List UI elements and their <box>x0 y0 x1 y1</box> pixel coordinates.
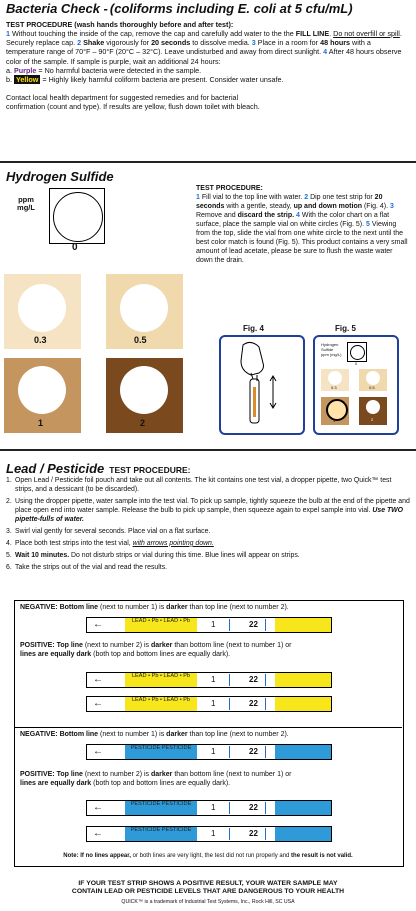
h2s-swatch-0 <box>49 188 105 244</box>
strip-number-2: 22 <box>249 829 258 838</box>
strip-number-1: 1 <box>211 620 216 629</box>
h2s-swatch-03: 0.3 <box>4 274 81 349</box>
strip-number-1: 1 <box>211 829 216 838</box>
h2s-swatch-2: 2 <box>106 358 183 433</box>
strip-pad <box>275 801 331 815</box>
strip-number-2: 22 <box>249 699 258 708</box>
bacteria-title: Bacteria Check - (coliforms including E. coli at 5 cfu/mL) <box>6 1 353 16</box>
strip-number-1: 1 <box>211 803 216 812</box>
strip-label: PESTICIDE PESTICIDE <box>125 827 197 841</box>
strip-line-1 <box>229 746 230 758</box>
lead-positive-text: POSITIVE: Top line (next to number 2) is darker than bottom line (next to number 1) or lines are equally dark (both top and bottom lines are equally dark). <box>20 642 292 659</box>
divider-1 <box>0 161 416 163</box>
arrow-left-icon: ← <box>93 698 103 709</box>
fig5-label: Fig. 5 <box>335 324 356 333</box>
strip-line-2 <box>265 746 266 758</box>
strip-number-1: 1 <box>211 747 216 756</box>
strip-pad <box>275 673 331 687</box>
arrow-left-icon: ← <box>93 619 103 630</box>
pest-strip-negative <box>86 744 332 760</box>
strip-line-1 <box>229 802 230 814</box>
lead-header: Lead / Pesticide TEST PROCEDURE: <box>6 461 191 476</box>
pest-strip-positive-1 <box>86 800 332 816</box>
strip-pad <box>275 618 331 632</box>
strip-label: LEAD • Pb • LEAD • Pb <box>125 618 197 632</box>
arrow-left-icon: ← <box>93 746 103 757</box>
arrow-left-icon: ← <box>93 802 103 813</box>
strip-pad <box>275 827 331 841</box>
h2s-unit: ppm mg/L <box>17 195 35 213</box>
h2s-swatch-0-label: 0 <box>72 242 78 253</box>
strip-number-1: 1 <box>211 699 216 708</box>
arrow-left-icon: ← <box>93 828 103 839</box>
pest-negative-text: NEGATIVE: Bottom line (next to number 1) is darker than top line (next to number 2). <box>20 731 289 738</box>
strip-line-2 <box>265 698 266 710</box>
lead-strip-positive-2 <box>86 696 332 712</box>
lead-steps: 1. Open Lead / Pesticide foil pouch and take out all contents. The kit contains one test vial, a dropper pipette, two Quick™ test strips, and a dessicant (to be discarded). 2. Using the dropper pipette, water sample into the test vial. To pick up sample, tightly squeeze the bulb at the end of the pipette and place open end into water sample. Release the bulb to pick up sample, then squeeze again to expel sample into vial. Use TWO pipette-fulls of water. 3. Swirl vial gently for several seconds. Place vial on a flat surface. 4. Place both test strips into the test vial, with arrows pointing down. 5. Wait 10 minutes. Do not disturb strips or vial during this time. Blue lines will appear on strips. 6. Take the strips out of the vial and read the results. <box>6 477 410 571</box>
strip-number-2: 22 <box>249 747 258 756</box>
fig4-illustration <box>219 335 305 435</box>
result-chart-divider <box>14 727 402 728</box>
fig5-illustration: Hydrogen Sulfide ppm (mg/L) 0 0.3 0.5 1 2 <box>313 335 399 435</box>
chart-note: Note: If no lines appear, or both lines are very light, the test did not run properly and the result is not valid. <box>63 853 353 859</box>
footer-warning: IF YOUR TEST STRIP SHOWS A POSITIVE RESULT, YOUR WATER SAMPLE MAY CONTAIN LEAD OR PESTICIDE LEVELS THAT ARE DANGEROUS TO YOUR HEALTH <box>71 880 345 896</box>
strip-number-2: 22 <box>249 620 258 629</box>
strip-pad <box>275 745 331 759</box>
strip-pad <box>275 697 331 711</box>
strip-number-2: 22 <box>249 803 258 812</box>
strip-line-1 <box>229 698 230 710</box>
strip-line-2 <box>265 674 266 686</box>
strip-line-2 <box>265 828 266 840</box>
lead-strip-positive-1 <box>86 672 332 688</box>
h2s-swatch-05: 0.5 <box>106 274 183 349</box>
pest-positive-text: POSITIVE: Top line (next to number 2) is darker than bottom line (next to number 1) or lines are equally dark (both top and bottom lines are equally dark). <box>20 771 292 788</box>
strip-label: LEAD • Pb • LEAD • Pb <box>125 673 197 687</box>
h2s-title: Hydrogen Sulfide <box>6 169 114 184</box>
strip-line-1 <box>229 674 230 686</box>
arrow-left-icon: ← <box>93 674 103 685</box>
fig4-label: Fig. 4 <box>243 324 264 333</box>
trademark: QUICK™ is a trademark of Industrial Test Systems, Inc., Rock Hill, SC USA <box>121 899 295 905</box>
strip-line-2 <box>265 802 266 814</box>
bacteria-section <box>6 1 411 112</box>
strip-number-1: 1 <box>211 675 216 684</box>
lead-negative-text: NEGATIVE: Bottom line (next to number 1) is darker than top line (next to number 2). <box>20 604 289 611</box>
h2s-swatch-1: 1 <box>4 358 81 433</box>
strip-line-1 <box>229 619 230 631</box>
strip-line-1 <box>229 828 230 840</box>
strip-label: PESTICIDE PESTICIDE <box>125 745 197 759</box>
strip-line-2 <box>265 619 266 631</box>
h2s-procedure: TEST PROCEDURE: 1 Fill vial to the top line with water. 2 Dip one test strip for 20 seconds with a gentle, steady, up and down motion (Fig. 4). 3 Remove and discard the strip. 4 With the color chart on a flat surface, place the sample vial on white circles (Fig. 5). 5 Viewing from the top, slide the vial from one white circle to the next until the best color match is found (Fig. 5). This product contains a very small amount of lead acetate, please be sure to flush the waste water down the drain. <box>196 185 408 264</box>
lead-strip-negative <box>86 617 332 633</box>
divider-2 <box>0 449 416 451</box>
bacteria-procedure: TEST PROCEDURE (wash hands thoroughly before and after test): 1 Without touching the inside of the cap, remove the cap and carefully add water to the the FILL LINE. Do not overfill or spill. Securely replace cap. 2 Shake vigorously for 20 seconds to dissolve media. 3 Place in a room for 48 hours with a temperature range of 70°F – 90°F (20°C – 32°C). Leave undisturbed and away from direct sunlight. 4 After 48 hours observe color of the sample. If sample is purple, wait an additional 24 hours: a. Purple = No harmful bacteria were detected in the sample. b. Yellow = Highly likely harmful coliform bacteria are present. Consider water unsafe. Contact local health department for suggested remedies and for bacterial confirmation (count and type). If results are yellow, flush down toilet with bleach. <box>6 19 402 112</box>
pest-strip-positive-2 <box>86 826 332 842</box>
strip-label: PESTICIDE PESTICIDE <box>125 801 197 815</box>
strip-label: LEAD • Pb • LEAD • Pb <box>125 697 197 711</box>
strip-number-2: 22 <box>249 675 258 684</box>
